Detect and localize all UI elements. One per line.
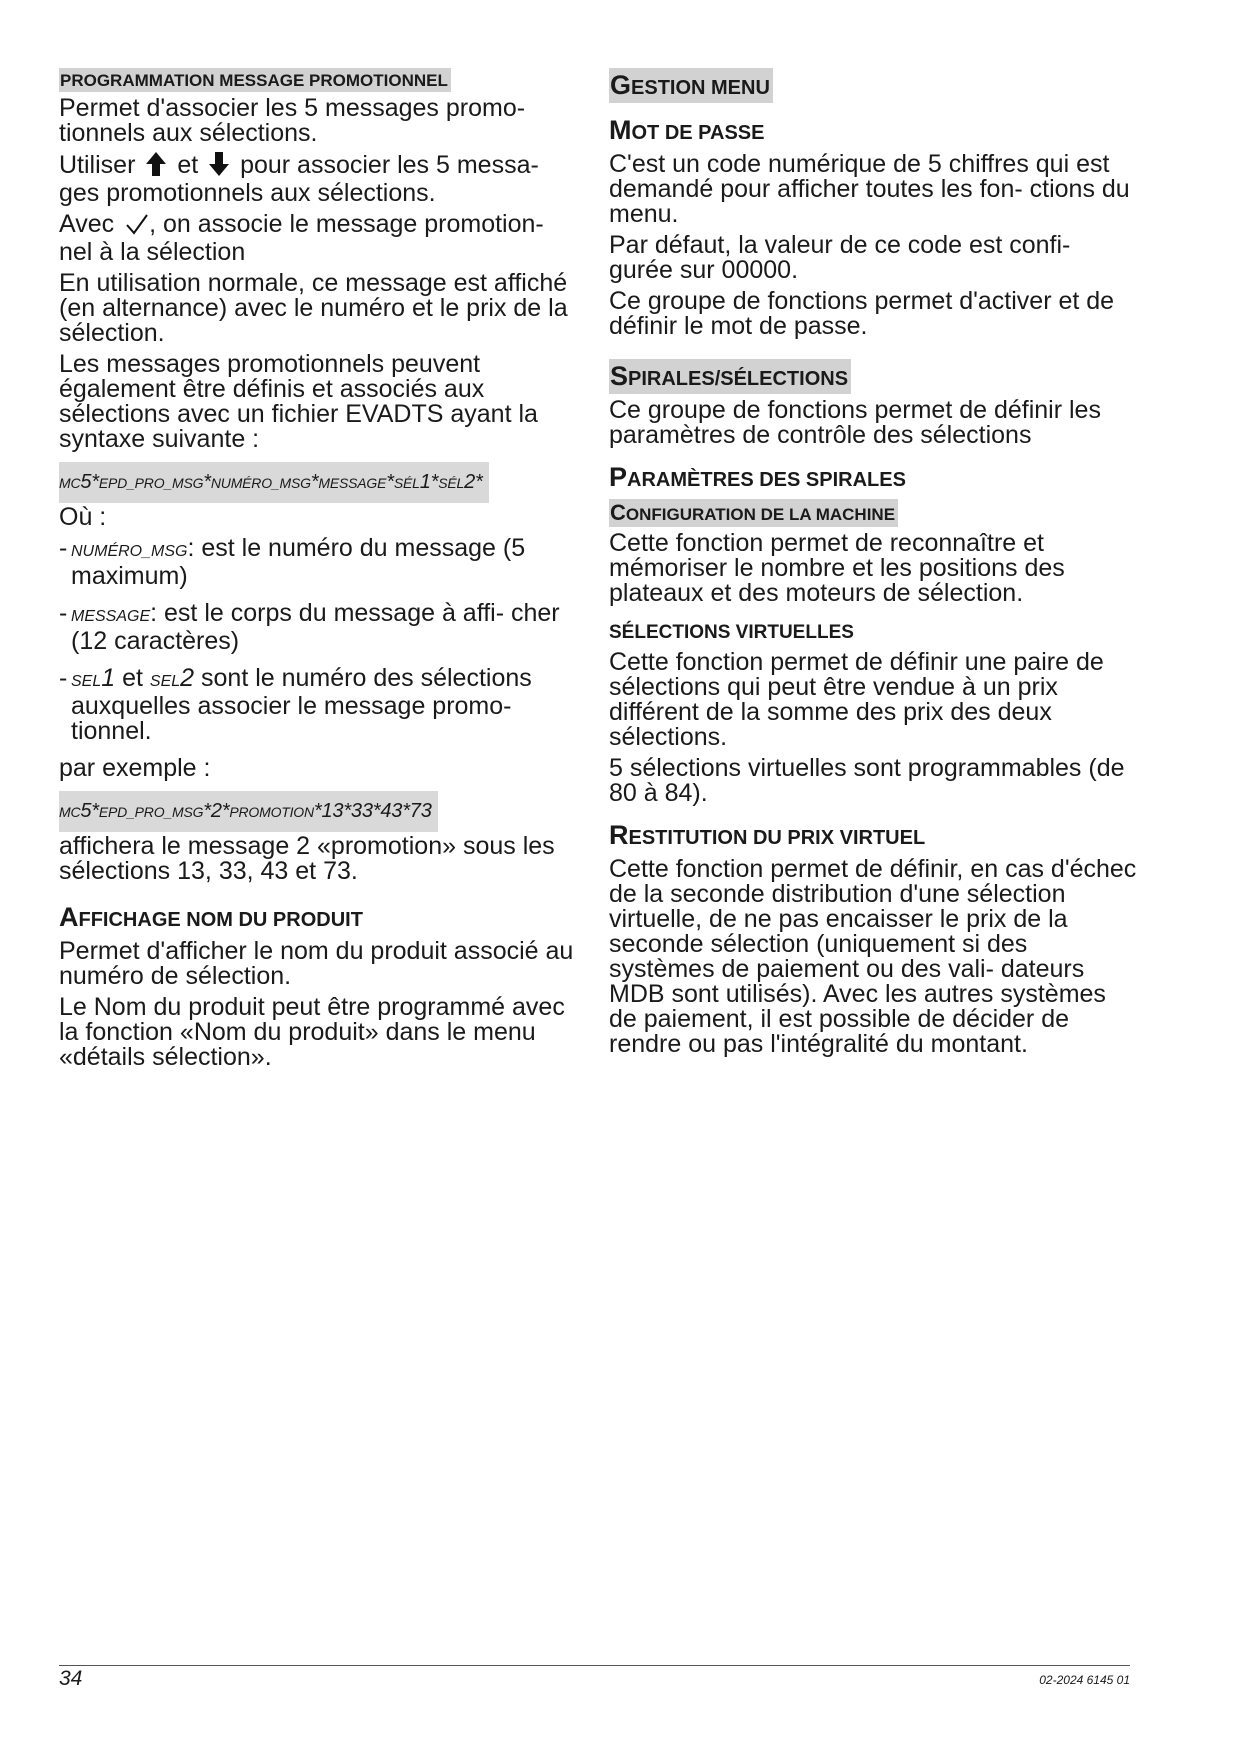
mdp-paragraph-2: Par défaut, la valeur de ce code est confi- gurée sur 00000.	[609, 231, 1071, 284]
restitution-paragraph-1: Cette fonction permet de définir, en cas d'échec de la seconde distribution d'une sélection virtuelle, de ne pas encaisser le prix de la seconde sélection (uniquement si des systèmes de paiement ou des vali- dateurs MDB sont utilisés). Avec les autres systèmes de paiement, il est possible de décider de rendre ou pas l'intégralité du montant.	[609, 855, 1137, 1058]
mdp-paragraph-1: C'est un code numérique de 5 chiffres qui est demandé pour afficher toutes les fon- ctions du menu.	[609, 150, 1130, 228]
syntax-code-block	[59, 462, 489, 503]
heading-rest: FFICHAGE NOM DU PRODUIT	[78, 909, 363, 931]
list-item-text: : est le numéro du message (5 maximum)	[71, 534, 526, 590]
list-item-text: : est le corps du message à affi- cher (12 caractères)	[71, 599, 560, 655]
code-part: *	[203, 471, 211, 493]
promo-paragraph-2	[59, 152, 582, 206]
promo-paragraph-4: En utilisation normale, ce message est affiché (en alternance) avec le numéro et le prix de la sélection.	[59, 269, 568, 347]
term-sel-number: 2	[180, 664, 195, 692]
text-on-associe: , on associe le message promotion- nel à la sélection	[59, 210, 544, 266]
heading-rest: ESTITUTION DU PRIX VIRTUEL	[628, 827, 926, 849]
arrow-down-icon	[209, 152, 229, 181]
affichage-paragraph-1: Permet d'afficher le nom du produit associé au numéro de sélection.	[59, 937, 574, 990]
code-part: NUMÉRO_MSG	[210, 475, 311, 491]
virt-paragraph-1: Cette fonction permet de définir une paire de sélections qui peut être vendue à un prix différent de la somme des prix des deux sélections.	[609, 648, 1104, 751]
term-sel: SEL	[149, 673, 181, 690]
list-item	[59, 666, 582, 744]
code-part: MESSAGE	[318, 475, 387, 491]
example-code-block	[59, 791, 438, 832]
list-item	[59, 601, 582, 654]
code-part: SÉL	[393, 475, 420, 491]
code-part: 5*	[80, 800, 99, 822]
section-heading-affichage	[59, 902, 582, 935]
heading-rest: ARAMÈTRES DES SPIRALES	[627, 469, 906, 491]
term-numero-msg: NUMÉRO_MSG	[71, 543, 188, 560]
promo-paragraph-5: Les messages promotionnels peuvent également être définis et associés aux sélections avec un fichier EVADTS ayant la syntaxe suivante :	[59, 350, 538, 453]
promo-paragraph-3	[59, 212, 582, 265]
text-utiliser: Utiliser	[59, 151, 136, 179]
heading-rest: ESTION MENU	[631, 77, 770, 99]
right-column	[609, 68, 1139, 1063]
term-sel: SEL	[71, 673, 102, 690]
mdp-paragraph-3: Ce groupe de fonctions permet d'activer et de définir le mot de passe.	[609, 287, 1115, 340]
list-item-text: sont le numéro des sélections auxquelles associer le message promo- tionnel.	[71, 664, 532, 745]
page-number: 34	[59, 1667, 83, 1690]
document-reference: 02-2024 6145 01	[1039, 1673, 1130, 1687]
definition-list	[59, 536, 582, 744]
code-part: MC	[59, 475, 81, 491]
text-pour-associer: pour associer les 5 messa- ges promotionnels aux sélections.	[59, 151, 539, 207]
heading-rest: OT DE PASSE	[631, 122, 765, 144]
list-item	[59, 536, 582, 589]
heading-capital: S	[610, 361, 629, 391]
ou-label: Où :	[59, 503, 107, 531]
section-heading-spirales	[609, 359, 851, 394]
code-part: 2*	[464, 471, 483, 493]
spirales-paragraph-1: Ce groupe de fonctions permet de définir les paramètres de contrôle des sélections	[609, 396, 1101, 449]
section-heading-parametres	[609, 462, 1139, 495]
text-avec: Avec	[59, 210, 115, 238]
list-item-text: et	[115, 664, 150, 692]
config-paragraph-1: Cette fonction permet de reconnaître et mémoriser le nombre et les positions des plateaux et des moteurs de sélection.	[609, 529, 1065, 607]
section-heading-virtuelles: SÉLECTIONS VIRTUELLES	[609, 622, 854, 643]
example-result: affichera le message 2 «promotion» sous les sélections 13, 33, 43 et 73.	[59, 832, 555, 885]
virt-paragraph-2: 5 sélections virtuelles sont programmables (de 80 à 84).	[609, 754, 1125, 807]
term-message: MESSAGE	[71, 608, 151, 625]
promo-paragraph-1: Permet d'associer les 5 messages promo- tionnels aux sélections.	[59, 94, 526, 147]
heading-rest: ONFIGURATION DE LA MACHINE	[625, 505, 896, 524]
section-heading-mot-de-passe	[609, 115, 1139, 148]
code-part: *	[386, 471, 394, 493]
example-intro: par exemple :	[59, 754, 211, 782]
code-part: *2*	[203, 800, 230, 822]
code-part: EPD_PRO_MSG	[98, 804, 204, 820]
heading-capital: P	[609, 462, 628, 492]
section-heading-configuration	[609, 499, 898, 527]
heading-capital: R	[609, 820, 629, 850]
code-part: EPD_PRO_MSG	[98, 475, 204, 491]
heading-capital: G	[610, 70, 632, 100]
text-et: et	[177, 151, 199, 179]
code-part: 5*	[80, 471, 99, 493]
section-heading-promo: PROGRAMMATION MESSAGE PROMOTIONNEL	[59, 68, 451, 92]
section-heading-gestion-menu	[609, 68, 773, 103]
checkmark-icon	[125, 213, 149, 240]
code-part: PROMOTION	[229, 804, 314, 820]
heading-capital: A	[59, 902, 79, 932]
code-part: *13*33*43*73	[313, 800, 432, 822]
footer-divider	[59, 1665, 1130, 1666]
code-part: SÉL	[438, 475, 465, 491]
heading-rest: PIRALES/SÉLECTIONS	[628, 368, 849, 390]
heading-capital: C	[610, 500, 626, 525]
heading-capital: M	[609, 115, 632, 145]
arrow-up-icon	[146, 152, 166, 181]
code-part: MC	[59, 804, 81, 820]
left-column	[59, 68, 582, 1076]
code-part: 1*	[419, 471, 439, 493]
term-sel-number: 1	[101, 664, 116, 692]
code-part: *	[310, 471, 319, 493]
section-heading-restitution	[609, 820, 1139, 853]
affichage-paragraph-2: Le Nom du produit peut être programmé avec la fonction «Nom du produit» dans le menu «détails sélection».	[59, 993, 565, 1071]
